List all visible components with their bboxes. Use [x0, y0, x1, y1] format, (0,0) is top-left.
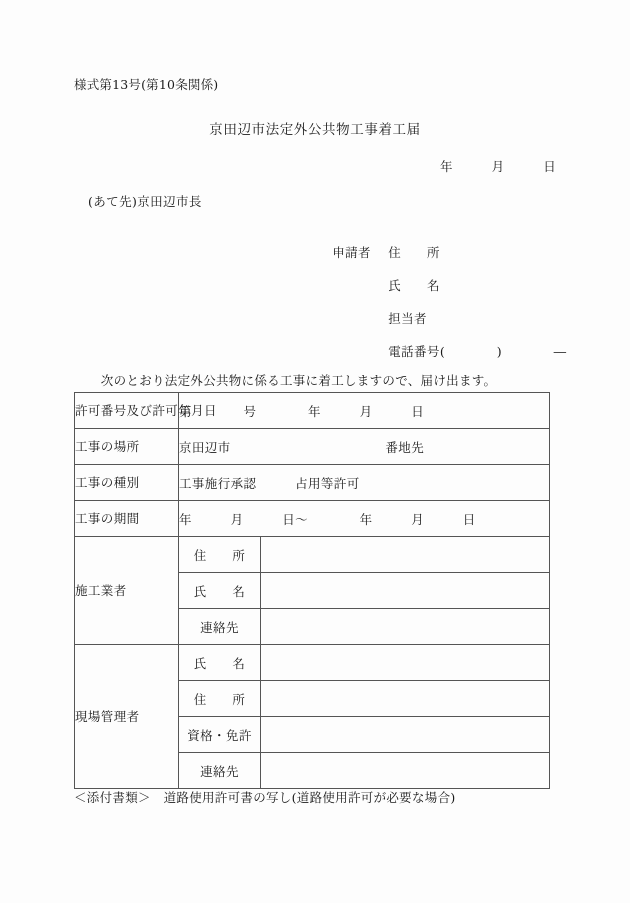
table-row-work-type	[75, 465, 550, 501]
document-title: 京田辺市法定外公共物工事着工届	[209, 122, 421, 138]
label-site-manager-license: 資格・免許	[179, 717, 261, 753]
applicant-contact-person-row	[306, 294, 567, 327]
addressee-line: (あて先)京田辺市長	[88, 194, 202, 209]
value-site-manager-name[interactable]	[261, 645, 550, 681]
label-permit-number-and-date: 許可番号及び許可年月日	[75, 393, 179, 429]
applicant-phone-label: 電話番号( ) ―	[388, 344, 567, 359]
label-contractor-contact: 連絡先	[179, 609, 261, 645]
issue-date-line: 年 月 日	[440, 159, 557, 174]
attachment-note: ＜添付書類＞ 道路使用許可書の写し(道路使用許可が必要な場合)	[74, 790, 456, 805]
label-work-location: 工事の場所	[75, 429, 179, 465]
table-row-contractor-address	[75, 537, 550, 573]
label-site-manager-contact: 連絡先	[179, 753, 261, 789]
applicant-name-row	[306, 261, 567, 294]
applicant-name-label: 氏 名	[388, 278, 440, 293]
value-permit-number-and-date[interactable]: 第 号 年 月 日	[179, 393, 550, 429]
value-contractor-address[interactable]	[261, 537, 550, 573]
applicant-lead-label: 申請者	[332, 245, 371, 260]
intro-sentence: 次のとおり法定外公共物に係る工事に着工しますので、届け出ます。	[88, 373, 497, 388]
applicant-contact-person-label: 担当者	[388, 311, 427, 326]
table-row-work-location	[75, 429, 550, 465]
label-work-period: 工事の期間	[75, 501, 179, 537]
applicant-address-row	[306, 228, 567, 261]
applicant-phone-row	[306, 327, 567, 360]
label-contractor-name: 氏 名	[179, 573, 261, 609]
value-site-manager-contact[interactable]	[261, 753, 550, 789]
table-row-site-manager-name	[75, 645, 550, 681]
applicant-address-label: 住 所	[388, 245, 440, 260]
value-work-location[interactable]: 京田辺市 番地先	[179, 429, 550, 465]
value-site-manager-license[interactable]	[261, 717, 550, 753]
form-number: 様式第13号(第10条関係)	[74, 77, 219, 92]
application-details-table	[74, 392, 550, 789]
label-site-manager-address: 住 所	[179, 681, 261, 717]
table-row-permit-number	[75, 393, 550, 429]
value-contractor-contact[interactable]	[261, 609, 550, 645]
label-site-manager: 現場管理者	[75, 645, 179, 789]
label-site-manager-name: 氏 名	[179, 645, 261, 681]
applicant-block	[306, 228, 567, 360]
value-site-manager-address[interactable]	[261, 681, 550, 717]
table-row-work-period	[75, 501, 550, 537]
label-contractor-address: 住 所	[179, 537, 261, 573]
value-work-period[interactable]: 年 月 日〜 年 月 日	[179, 501, 550, 537]
label-contractor: 施工業者	[75, 537, 179, 645]
value-work-type[interactable]: 工事施行承認 占用等許可	[179, 465, 550, 501]
label-work-type: 工事の種別	[75, 465, 179, 501]
value-contractor-name[interactable]	[261, 573, 550, 609]
